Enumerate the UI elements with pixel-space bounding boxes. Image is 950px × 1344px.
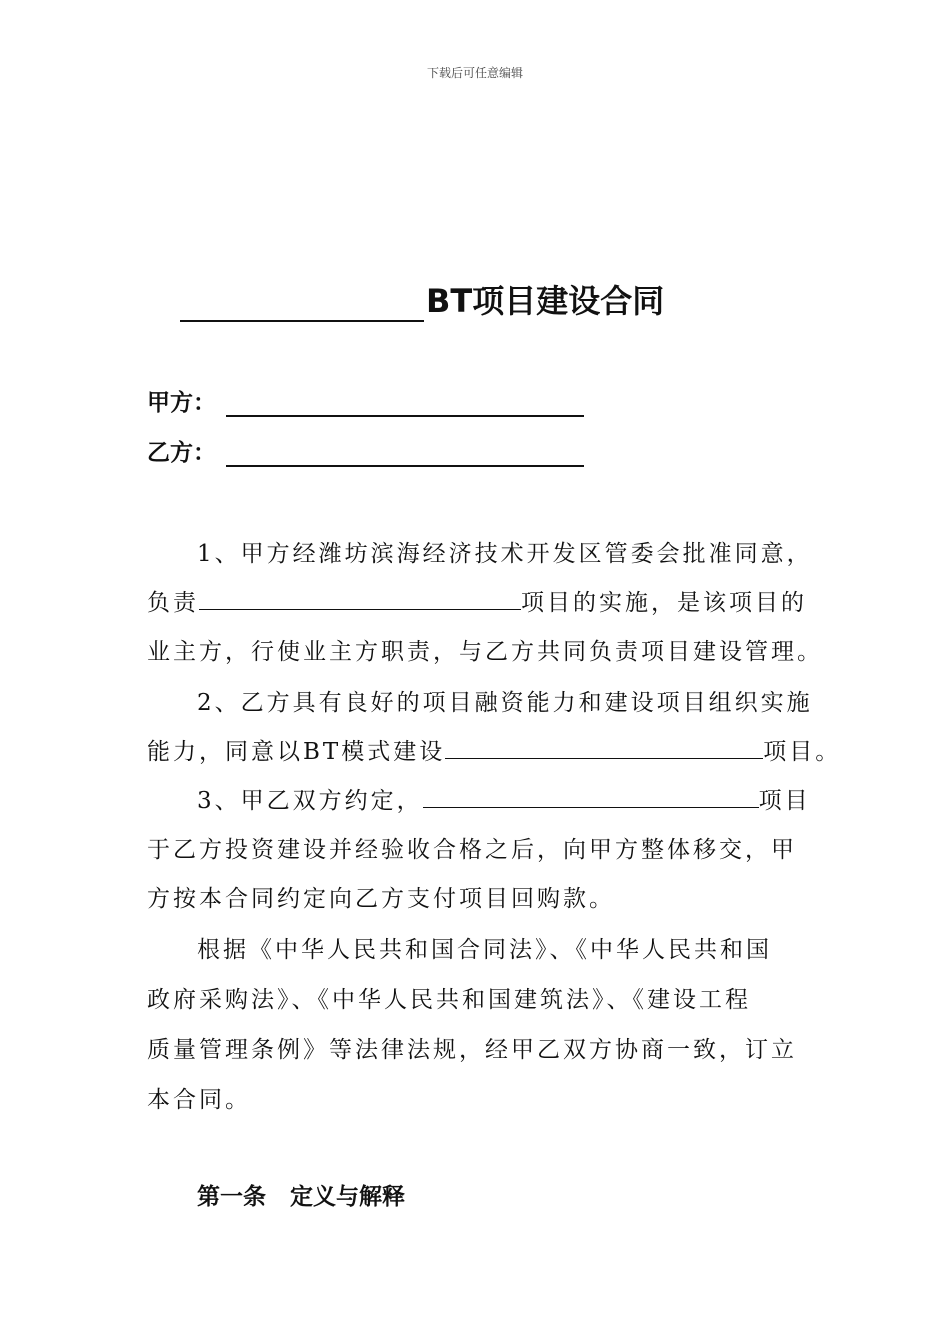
clause-2-line-1: 2、乙方具有良好的项目融资能力和建设项目组织实施 bbox=[197, 690, 813, 716]
clause-1-line-1: 1、甲方经潍坊滨海经济技术开发区管委会批准同意， bbox=[197, 541, 813, 567]
party-a-blank[interactable] bbox=[226, 391, 584, 417]
line-text: 负责 bbox=[147, 590, 199, 616]
agreed-project-blank[interactable] bbox=[423, 785, 759, 808]
section-heading bbox=[197, 1178, 405, 1211]
party-a-row bbox=[147, 384, 584, 417]
basis-line-3: 质量管理条例》等法律法规，经甲乙双方协商一致，订立 bbox=[147, 1037, 797, 1063]
clause-3-line-3: 方按本合同约定向乙方支付项目回购款。 bbox=[147, 886, 615, 912]
line-text: 项目。 bbox=[763, 739, 842, 765]
basis-line-4: 本合同。 bbox=[147, 1087, 251, 1113]
line-text: 3、甲乙双方约定， bbox=[197, 788, 423, 814]
line-text: 项目 bbox=[758, 788, 811, 814]
basis-line-2: 政府采购法》、《中华人民共和国建筑法》、《建设工程 bbox=[147, 987, 751, 1013]
line-text: 能力，同意以BT模式建设 bbox=[147, 739, 446, 765]
project-name-blank[interactable] bbox=[199, 587, 521, 610]
line-text: 项目的实施，是该项目的 bbox=[521, 590, 807, 616]
party-b-label: 乙方： bbox=[147, 440, 216, 466]
basis-line-1: 根据《中华人民共和国合同法》、《中华人民共和国 bbox=[197, 937, 772, 963]
bt-project-blank[interactable] bbox=[445, 736, 763, 759]
header-note: 下载后可任意编辑 bbox=[426, 66, 523, 80]
clause-2-line-2 bbox=[147, 733, 841, 766]
party-a-label: 甲方： bbox=[147, 390, 216, 416]
party-b-row bbox=[147, 434, 584, 467]
section-name: 定义与解释 bbox=[290, 1184, 405, 1210]
document-title bbox=[180, 276, 664, 322]
clause-3-line-2: 于乙方投资建设并经验收合格之后，向甲方整体移交，甲 bbox=[147, 837, 797, 863]
title-text: BT项目建设合同 bbox=[426, 282, 665, 320]
party-b-blank[interactable] bbox=[226, 441, 584, 467]
section-number: 第一条 bbox=[197, 1184, 266, 1210]
clause-3-line-1 bbox=[197, 782, 811, 815]
clause-1-line-2 bbox=[147, 584, 807, 617]
clause-1-line-3: 业主方，行使业主方职责，与乙方共同负责项目建设管理。 bbox=[147, 639, 823, 665]
title-blank-line[interactable] bbox=[180, 286, 424, 322]
